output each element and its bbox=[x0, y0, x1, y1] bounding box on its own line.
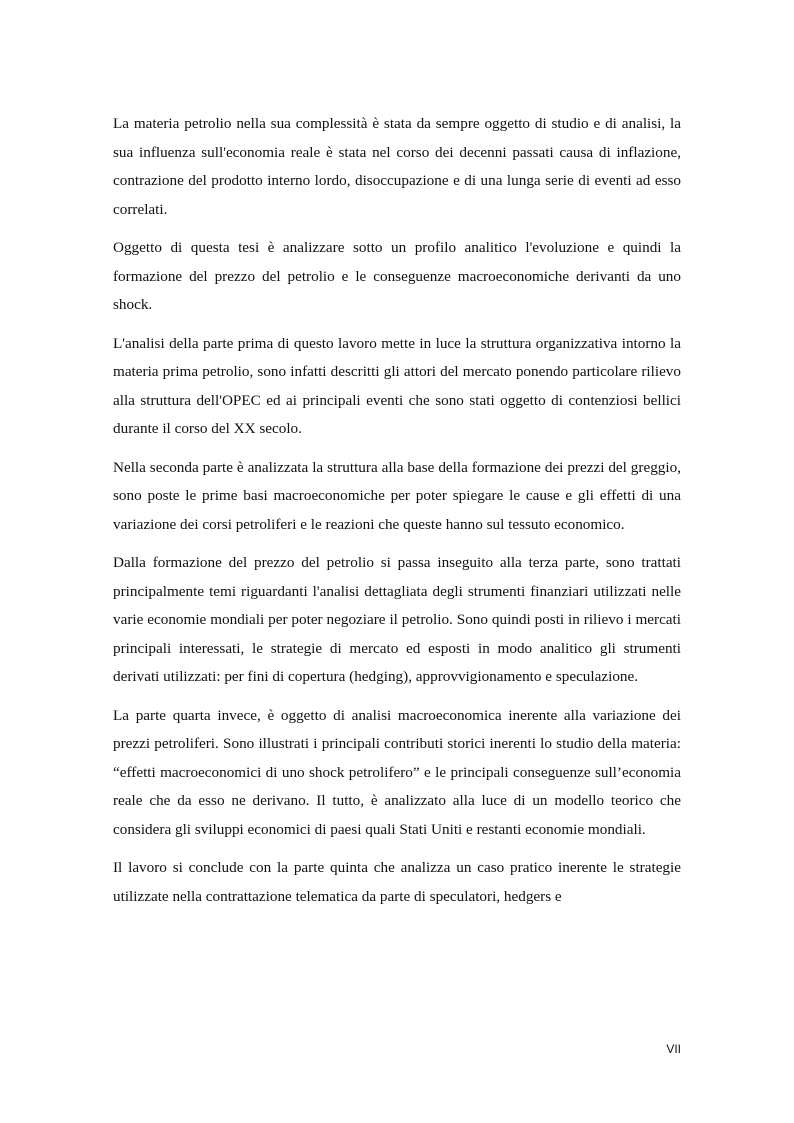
paragraph-4: Nella seconda parte è analizzata la struttura alla base della formazione dei prezzi del greggio, sono poste le prime basi macroeconomiche per poter spiegare le cause e gli effetti di una variazione dei corsi petroliferi e le reazioni che queste hanno sul tessuto economico. bbox=[113, 458, 681, 533]
page-number: VII bbox=[666, 1042, 681, 1056]
paragraph-1: La materia petrolio nella sua complessità è stata da sempre oggetto di studio e di analisi, la sua influenza sull'economia reale è stata nel corso dei decenni passati causa di inflazione, contrazione del prodotto interno lordo, disoccupazione e di una lunga serie di eventi ad esso correlati. bbox=[113, 115, 681, 218]
paragraph-3: L'analisi della parte prima di questo lavoro mette in luce la struttura organizzativa intorno la materia prima petrolio, sono infatti descritti gli attori del mercato ponendo particolare rilievo alla struttura dell'OPEC ed ai principali eventi che sono stati oggetto di contenziosi bellici durante il corso del XX secolo. bbox=[113, 334, 681, 437]
paragraph-7: Il lavoro si conclude con la parte quinta che analizza un caso pratico inerente le strategie utilizzate nella contrattazione telematica da parte di speculatori, hedgers e bbox=[113, 859, 681, 905]
paragraph-2: Oggetto di questa tesi è analizzare sotto un profilo analitico l'evoluzione e quindi la formazione del prezzo del petrolio e le conseguenze macroeconomiche derivanti da uno shock. bbox=[113, 239, 681, 313]
paragraph-6: La parte quarta invece, è oggetto di analisi macroeconomica inerente alla variazione dei prezzi petroliferi. Sono illustrati i principali contributi storici inerenti lo studio della materia: “effetti macroeconomici di uno shock petrolifero” e le principali conseguenze sull’economia reale che da esso ne derivano. Il tutto, è analizzato alla luce di un modello teorico che considera gli sviluppi economici di paesi quali Stati Uniti e restanti economie mondiali. bbox=[113, 706, 681, 838]
paragraph-5: Dalla formazione del prezzo del petrolio si passa inseguito alla terza parte, sono trattati principalmente temi riguardanti l'analisi dettagliata degli strumenti finanziari utilizzati nelle varie economie mondiali per poter negoziare il petrolio. Sono quindi posti in rilievo i mercati principali interessati, le strategie di mercato ed esposti in modo analitico gli strumenti derivati utilizzati: per fini di copertura (hedging), approvvigionamento e speculazione. bbox=[113, 554, 681, 685]
body-text bbox=[113, 110, 681, 921]
